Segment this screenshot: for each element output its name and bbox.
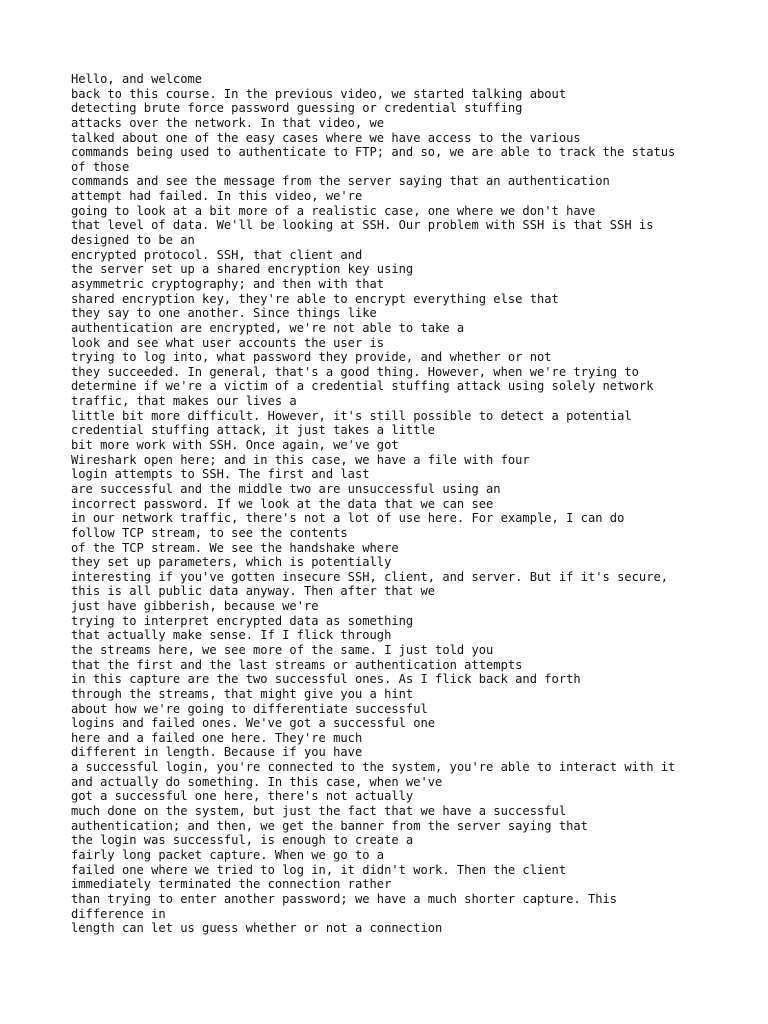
text-line: trying to log into, what password they provide, and whether or not [71,350,552,365]
text-line: that the first and the last streams or authentication attempts [71,657,523,672]
text-line: bit more work with SSH. Once again, we've got [71,438,399,453]
text-line: in this capture are the two successful ones. As I flick back and forth [71,672,581,687]
text-line: authentication are encrypted, we're not able to take a [71,320,465,335]
text-line: are successful and the middle two are unsuccessful using an [71,481,501,496]
text-line: determine if we're a victim of a credential stuffing attack using solely network [71,379,654,394]
text-line: attacks over the network. In that video, we [71,115,385,130]
text-line: the server set up a shared encryption key using [71,262,414,277]
text-line: trying to interpret encrypted data as something [71,613,414,628]
text-line: in our network traffic, there's not a lot of use here. For example, I can do [71,511,625,526]
document-body [71,72,761,936]
text-line: Hello, and welcome [71,72,203,86]
text-line: through the streams, that might give you a hint [71,686,414,701]
text-line: shared encryption key, they're able to encrypt everything else that [71,291,559,306]
text-line: got a successful one here, there's not actually [71,789,414,804]
text-line: failed one where we tried to log in, it didn't work. Then the client [71,862,567,877]
text-line: designed to be an [71,233,195,248]
text-line: attempt had failed. In this video, we're [71,189,363,204]
text-line: login attempts to SSH. The first and last [71,467,370,482]
text-line: commands and see the message from the server saying that an authentication [71,174,610,189]
text-line: back to this course. In the previous video, we started talking about [71,86,567,101]
text-line: going to look at a bit more of a realistic case, one where we don't have [71,203,596,218]
text-line: credential stuffing attack, it just takes a little [71,423,436,438]
text-line: the login was successful, is enough to create a [71,833,414,848]
text-line: that actually make sense. If I flick through [71,628,392,643]
text-line: detecting brute force password guessing or credential stuffing [71,101,523,116]
text-line: talked about one of the easy cases where we have access to the various [71,130,581,145]
text-line: authentication; and then, we get the banner from the server saying that [71,818,588,833]
text-line: and actually do something. In this case, when we've [71,774,443,789]
text-line: they set up parameters, which is potentially [71,555,392,570]
text-line: immediately terminated the connection rather [71,877,392,892]
text-line: the streams here, we see more of the same. I just told you [71,642,494,657]
text-line: that level of data. We'll be looking at SSH. Our problem with SSH is that SSH is [71,218,654,233]
text-line: of those [71,159,130,174]
text-line: here and a failed one here. They're much [71,730,363,745]
text-line: traffic, that makes our lives a [71,394,297,409]
text-line: much done on the system, but just the fact that we have a successful [71,804,567,819]
text-line: this is all public data anyway. Then after that we [71,584,436,599]
text-line: difference in [71,906,166,921]
text-line: incorrect password. If we look at the data that we can see [71,496,494,511]
text-line: they succeeded. In general, that's a good thing. However, when we're trying to [71,364,639,379]
text-line: little bit more difficult. However, it's still possible to detect a potential [71,408,632,423]
text-line: different in length. Because if you have [71,745,363,760]
text-line: fairly long packet capture. When we go to a [71,847,385,862]
text-line: follow TCP stream, to see the contents [71,525,348,540]
text-line: Wireshark open here; and in this case, we have a file with four [71,452,530,467]
text-line: they say to one another. Since things like [71,306,377,321]
text-line: logins and failed ones. We've got a successful one [71,716,436,731]
text-line: length can let us guess whether or not a connection [71,921,443,936]
text-line: than trying to enter another password; we have a much shorter capture. This [71,891,618,906]
text-line: encrypted protocol. SSH, that client and [71,247,363,262]
text-line: of the TCP stream. We see the handshake where [71,540,399,555]
text-line: commands being used to authenticate to FTP; and so, we are able to track the status [71,145,676,160]
text-line: asymmetric cryptography; and then with that [71,276,385,291]
text-line: about how we're going to differentiate successful [71,701,428,716]
text-line: interesting if you've gotten insecure SSH, client, and server. But if it's secure, [71,569,669,584]
text-line: look and see what user accounts the user is [71,335,385,350]
text-line: just have gibberish, because we're [71,599,319,614]
text-line: a successful login, you're connected to the system, you're able to interact with it [71,760,676,775]
